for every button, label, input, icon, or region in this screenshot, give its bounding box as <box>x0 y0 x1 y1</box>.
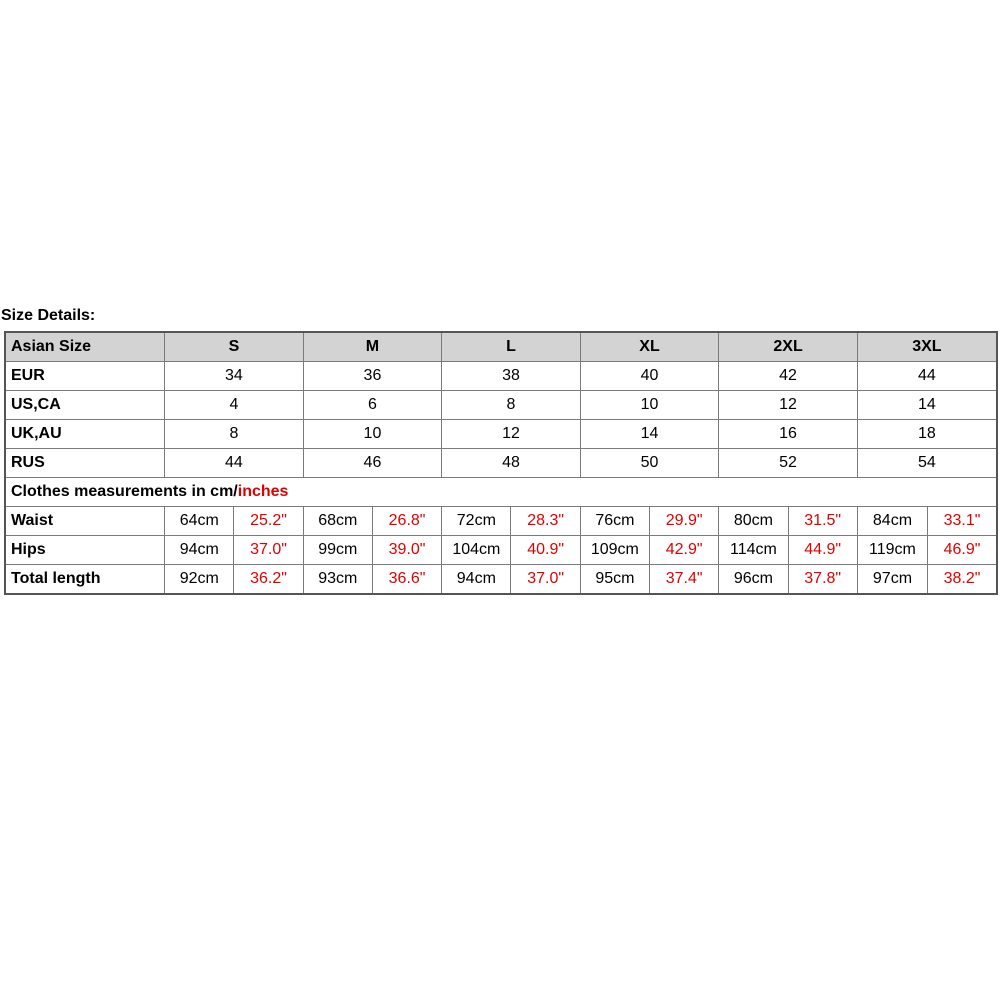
table-cell: 46 <box>303 449 442 478</box>
table-cell: 40 <box>580 362 719 391</box>
inch-cell: 28.3" <box>511 507 580 536</box>
cm-cell: 64cm <box>165 507 234 536</box>
table-cell: 4 <box>165 391 304 420</box>
cm-cell: 114cm <box>719 536 788 565</box>
cm-cell: 80cm <box>719 507 788 536</box>
table-cell: 48 <box>442 449 581 478</box>
inch-cell: 36.6" <box>372 565 441 595</box>
cm-cell: 92cm <box>165 565 234 595</box>
table-cell: 12 <box>719 391 858 420</box>
cm-cell: 109cm <box>580 536 649 565</box>
inch-cell: 39.0" <box>372 536 441 565</box>
inch-cell: 38.2" <box>928 565 997 595</box>
table-cell: 14 <box>580 420 719 449</box>
inch-cell: 36.2" <box>234 565 303 595</box>
inch-cell: 37.0" <box>234 536 303 565</box>
inch-cell: 37.0" <box>511 565 580 595</box>
measurement-row-hips <box>5 536 997 565</box>
cm-cell: 119cm <box>857 536 927 565</box>
inch-cell: 31.5" <box>788 507 857 536</box>
cm-cell: 68cm <box>303 507 372 536</box>
size-chart-table <box>4 331 998 595</box>
conversion-row-us-ca <box>5 391 997 420</box>
measurements-header-row <box>5 478 997 507</box>
inch-cell: 42.9" <box>650 536 719 565</box>
table-cell: 6 <box>303 391 442 420</box>
inch-cell: 37.4" <box>650 565 719 595</box>
size-header-cell: L <box>442 332 581 362</box>
cm-cell: 95cm <box>580 565 649 595</box>
table-cell: 8 <box>165 420 304 449</box>
table-cell: 50 <box>580 449 719 478</box>
table-cell: 54 <box>857 449 997 478</box>
size-header-cell: 2XL <box>719 332 858 362</box>
table-cell: 42 <box>719 362 858 391</box>
page-title: Size Details: <box>1 307 96 324</box>
row-label: RUS <box>5 449 165 478</box>
inch-cell: 40.9" <box>511 536 580 565</box>
row-label: Waist <box>5 507 165 536</box>
table-cell: 36 <box>303 362 442 391</box>
row-label: Asian Size <box>5 332 165 362</box>
cm-cell: 104cm <box>442 536 511 565</box>
cm-cell: 72cm <box>442 507 511 536</box>
conversion-row-uk-au <box>5 420 997 449</box>
cm-cell: 94cm <box>165 536 234 565</box>
measurements-header-prefix: Clothes measurements in cm/ <box>11 483 238 500</box>
table-cell: 38 <box>442 362 581 391</box>
table-cell: 44 <box>857 362 997 391</box>
row-label: UK,AU <box>5 420 165 449</box>
table-cell: 12 <box>442 420 581 449</box>
row-label: US,CA <box>5 391 165 420</box>
conversion-row-eur <box>5 362 997 391</box>
size-header-cell: S <box>165 332 304 362</box>
cm-cell: 99cm <box>303 536 372 565</box>
row-label: Total length <box>5 565 165 595</box>
table-cell: 34 <box>165 362 304 391</box>
inch-cell: 37.8" <box>788 565 857 595</box>
table-cell: 8 <box>442 391 581 420</box>
cm-cell: 96cm <box>719 565 788 595</box>
table-cell: 10 <box>303 420 442 449</box>
inch-cell: 46.9" <box>928 536 997 565</box>
conversion-row-rus <box>5 449 997 478</box>
measurement-row-total-length <box>5 565 997 595</box>
cm-cell: 93cm <box>303 565 372 595</box>
cm-cell: 97cm <box>857 565 927 595</box>
inch-cell: 26.8" <box>372 507 441 536</box>
inch-cell: 44.9" <box>788 536 857 565</box>
inch-cell: 29.9" <box>650 507 719 536</box>
size-header-cell: 3XL <box>857 332 997 362</box>
size-header-cell: M <box>303 332 442 362</box>
table-cell: 52 <box>719 449 858 478</box>
table-cell: 10 <box>580 391 719 420</box>
table-cell: 14 <box>857 391 997 420</box>
table-cell: 18 <box>857 420 997 449</box>
row-label: EUR <box>5 362 165 391</box>
cm-cell: 94cm <box>442 565 511 595</box>
size-header-row <box>5 332 997 362</box>
row-label: Hips <box>5 536 165 565</box>
size-header-cell: XL <box>580 332 719 362</box>
cm-cell: 84cm <box>857 507 927 536</box>
measurements-header-highlight: inches <box>237 483 289 500</box>
inch-cell: 25.2" <box>234 507 303 536</box>
measurement-row-waist <box>5 507 997 536</box>
measurements-header <box>5 478 997 507</box>
table-cell: 16 <box>719 420 858 449</box>
table-cell: 44 <box>165 449 304 478</box>
cm-cell: 76cm <box>580 507 649 536</box>
inch-cell: 33.1" <box>928 507 997 536</box>
